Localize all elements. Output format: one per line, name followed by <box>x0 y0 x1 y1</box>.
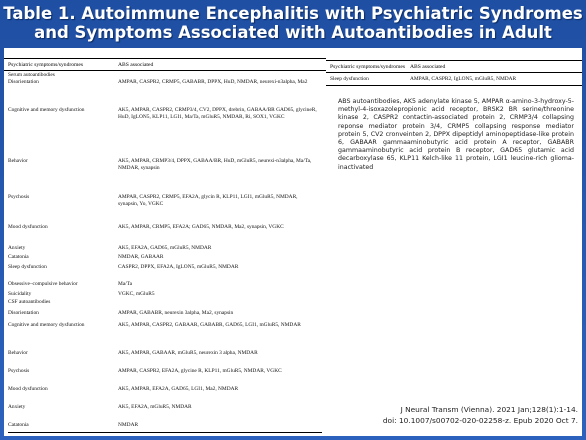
row-abs: AK5, AMPAR, EFA2A, GAD65, LGI1, Ma2, NMDAR <box>118 386 239 392</box>
row-symptom: Anxiety <box>8 245 26 251</box>
table-header-continued <box>326 60 582 73</box>
row-abs: NMDAR <box>118 422 139 428</box>
row-symptom: Suicidality <box>8 291 32 297</box>
table-row <box>4 350 326 357</box>
table-row <box>4 310 326 317</box>
header-abs: ABS associated <box>410 64 446 70</box>
row-symptom: Behavior <box>8 350 28 356</box>
row-symptom: Cognitive and memory dysfunction <box>8 322 85 328</box>
row-symptom: Catatonia <box>8 422 29 428</box>
row-abs: AMPAR, CASPR2, IgLON5, mGluR5, NMDAR <box>410 76 517 82</box>
row-abs: AMPAR, CASPR2, CRMP5, EFA2A, glycin R, KLP11, LGI1, mGluR5, NMDAR, synapsin, Yo, VGKC <box>118 194 298 207</box>
title-line-1: Table 1. Autoimmune Encephalitis with Psychiatric Syndromes <box>3 4 583 23</box>
section-csf: CSF autoantibodies <box>8 299 51 305</box>
citation-journal: J Neural Transm (Vienna). 2021 Jan;128(1):1-14. <box>400 405 578 414</box>
row-abs: AK5, EFA2A, mGluR5, NMDAR <box>118 404 192 410</box>
table-row <box>4 404 326 411</box>
row-abs: AMPAR, CASPR2, EFA2A, glycine R, KLP11, mGluR5, NMDAR, VGKC <box>118 368 282 374</box>
table-bottom-rule <box>8 432 322 433</box>
row-symptom: Mood dysfunction <box>8 224 48 230</box>
table-row <box>4 422 326 429</box>
table-row <box>4 245 326 252</box>
row-abs: CASPR2, DPPX, EFA2A, IgLON5, mGluR5, NMDAR <box>118 264 239 270</box>
table-header <box>4 58 326 71</box>
row-abs: Ma/Ta <box>118 281 132 287</box>
abbreviations-footnote: ABS autoantibodies, AK5 adenylate kinase 5, AMPAR α-amino-3-hydroxy-5-methyl-4-isoxazolepropionic acid receptor, BRSK2 BR serine/threonine kinase 2, CASPR2 contactin-associated protein 2, CRMP3/4 collapsing reponse mediator protein 3/4, CRMP5 collapsing response mediator protein 5, CV2 cronveinten 2, DPPX dipeptidyl aminopeptidase-like protein 6, GABAAR gammaaminobutyric acid protein A receptor, GABABR gammaaminobutyric acid protein B receptor, GAD65 glutamic acid decarboxylase 65, KLP11 Kelch-like 11 protein, LGI1 leucine-rich glioma-inactivated <box>338 98 574 171</box>
row-symptom: Disorientation <box>8 310 39 316</box>
row-abs: NMDAR, GABAAR <box>118 254 164 260</box>
row-abs: AK5, AMPAR, GABAAR, mGluR5, neurexin 3 alpha, NMDAR <box>118 350 258 356</box>
table-panel-left <box>4 48 326 436</box>
header-symptoms: Psychiatric symptoms/syndromes <box>8 62 84 68</box>
row-abs: AMPAR, GABABR, neurexin 3alpha, Ma2, synapsin <box>118 310 234 316</box>
row-abs: AK5, AMPAR, CASPR2, CRMP3/4, CV2, DPPX, drebrin, GABAA/BR GAD65, glycineR, HuD, IgLON5, KLP11, LGI1, Ma/Ta, mGluR5, NMDAR, Ri, SOX1, VGKC <box>118 107 317 120</box>
row-symptom: Cognitive and memory dysfunction <box>8 107 85 113</box>
table-row <box>4 322 326 329</box>
row-symptom: Mood dysfunction <box>8 386 48 392</box>
row-abs: AK5, AMPAR, CRMP5, EFA2A; GAD65, NMDAR, Ma2, synapsin, VGKC <box>118 224 284 230</box>
row-abs: AK5, AMPAR, CASPR2, GABAAR, GABABR, GAD65, LGI1, mGluR5, NMDAR <box>118 322 301 328</box>
row-symptom: Behavior <box>8 158 28 164</box>
header-symptoms: Psychiatric symptoms/syndromes <box>330 64 406 70</box>
table-row <box>4 107 326 121</box>
slide-title <box>0 4 586 42</box>
row-symptom: Psychosis <box>8 194 30 200</box>
table-row <box>4 264 326 271</box>
title-line-2: and Symptoms Associated with Autoantibodies in Adult <box>34 23 552 42</box>
row-abs: AK5, AMPAR, CRMP3/4, DPPX, GABAA/BR, HuD, mGluR5, neurexi-n3alpha, Ma/Ta, NMDAR, synapsin <box>118 158 312 171</box>
row-symptom: Disorientation <box>8 79 39 85</box>
row-abs: VGKC, mGluR5 <box>118 291 155 297</box>
row-symptom: Psychosis <box>8 368 30 374</box>
table-row <box>4 79 326 86</box>
table-row <box>4 368 326 375</box>
table-row <box>4 386 326 393</box>
table-panel-right <box>326 48 582 436</box>
row-symptom: Catatonia <box>8 254 29 260</box>
table-row <box>4 291 326 298</box>
table-row <box>326 73 582 86</box>
row-symptom: Sleep dysfunction <box>8 264 47 270</box>
table-row <box>4 158 326 172</box>
table-row <box>4 224 326 231</box>
row-abs: AK5, EFA2A, GAD65, mGluR5, NMDAR <box>118 245 212 251</box>
row-abs: AMPAR, CASPR2, CRMP5, GABABR, DPPX, HuD, NMDAR, neurexi-n3alpha, Ma2 <box>118 79 308 85</box>
section-serum: Serum autoantibodies <box>8 72 55 78</box>
table-row <box>4 194 326 208</box>
table-row <box>4 254 326 261</box>
header-abs: ABS associated <box>118 62 154 68</box>
table-row <box>4 281 326 288</box>
row-symptom: Sleep dysfunction <box>330 76 369 82</box>
row-symptom: Obsessive–compulsive behavior <box>8 281 78 287</box>
citation <box>352 404 578 426</box>
row-symptom: Anxiety <box>8 404 26 410</box>
citation-doi: doi: 10.1007/s00702-020-02258-z. Epub 2020 Oct 7. <box>382 416 578 425</box>
